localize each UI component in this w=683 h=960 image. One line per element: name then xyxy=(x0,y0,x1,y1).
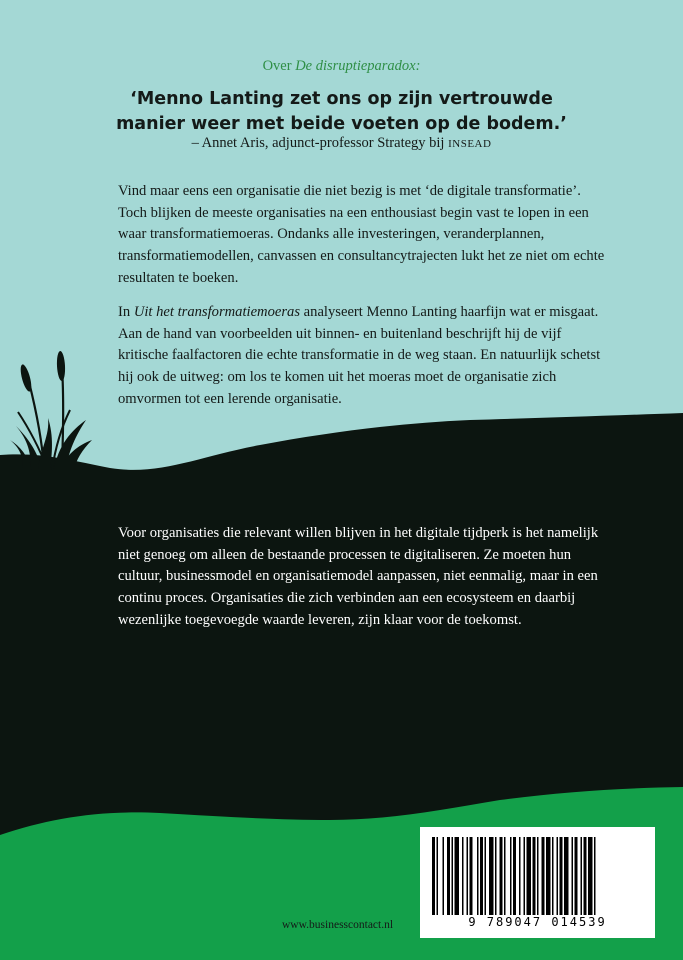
barcode-bar xyxy=(437,837,439,915)
barcode-bar xyxy=(533,837,536,915)
barcode-bar xyxy=(432,837,435,915)
barcode-bar xyxy=(564,837,569,915)
barcode-bar xyxy=(572,837,574,915)
attribution-org: INSEAD xyxy=(448,138,492,150)
barcode-bar xyxy=(513,837,516,915)
barcode-bar xyxy=(485,837,487,915)
barcode-bar xyxy=(477,837,479,915)
barcode-bar xyxy=(495,837,497,915)
paragraph-2-rest: analyseert Menno Lanting haarfijn wat er misgaat. Aan de hand van voorbeelden uit binnen- en buitenland beschrijft hij de vijf kritische faalfactoren die echte transformatie in de weg staan. En natuurlijk schetst hij ook de uitweg: om los te komen uit het moeras moet de organisatie zich omvormen tot een lerende organisatie. xyxy=(118,304,601,407)
barcode-bar xyxy=(467,837,469,915)
barcode-bar xyxy=(500,837,503,915)
barcode-bar xyxy=(542,837,545,915)
barcode-bar xyxy=(510,837,512,915)
barcode-bar xyxy=(504,837,506,915)
barcode-bar xyxy=(588,837,593,915)
barcode-bar xyxy=(584,837,587,915)
quote-attribution xyxy=(0,135,683,152)
barcode-bar xyxy=(519,837,521,915)
blurb-paragraph-3 xyxy=(118,523,608,632)
barcode-bar xyxy=(443,837,445,915)
barcode-bar xyxy=(462,837,464,915)
barcode-bar xyxy=(480,837,483,915)
paragraph-2-prefix: In xyxy=(118,304,134,320)
barcode-bar xyxy=(489,837,494,915)
blurb-paragraph-1 xyxy=(118,181,608,290)
paragraph-2-book-title: Uit het transformatiemoeras xyxy=(133,304,301,320)
quote-intro-book-title: De disruptieparadox: xyxy=(295,58,421,74)
barcode-bar xyxy=(537,837,539,915)
isbn-barcode xyxy=(420,827,655,938)
isbn-number: 9 789047 014539 xyxy=(468,915,607,929)
pull-quote-line-1: ‘Menno Lanting zet ons op zijn vertrouwde xyxy=(130,89,553,109)
barcode-bar xyxy=(560,837,563,915)
quote-intro-prefix: Over xyxy=(262,58,296,74)
barcode-bar xyxy=(447,837,450,915)
barcode-bar xyxy=(552,837,554,915)
blurb-paragraph-3-text: Voor organisaties die relevant willen blijven in het digitale tijdperk is het namelijk niet genoeg om alleen de bestaande processen te digitaliseren. Ze moeten hun cultuur, businessmodel en organisatiemodel aanpassen, niet eenmalig, maar in een continu proces. Organisaties die zich verbinden aan een ecosysteem en daarbij wezenlijke toegevoegde waarde leveren, zijn klaar voor de toekomst. xyxy=(118,525,599,628)
barcode-bar xyxy=(594,837,596,915)
barcode-bar xyxy=(557,837,559,915)
barcode-bar xyxy=(455,837,460,915)
barcode-bar xyxy=(575,837,578,915)
barcode-bar xyxy=(452,837,454,915)
pull-quote-line-2: manier weer met beide voeten op de bodem.’ xyxy=(116,114,567,134)
barcode-bars xyxy=(432,837,643,915)
pull-quote xyxy=(0,87,683,137)
barcode-bar xyxy=(524,837,526,915)
attribution-name: – Annet Aris, adjunct-professor Strategy bij xyxy=(191,135,449,151)
barcode-bar xyxy=(546,837,551,915)
blurb-paragraph-2 xyxy=(118,302,608,411)
barcode-bar xyxy=(581,837,583,915)
quote-intro xyxy=(0,58,683,75)
publisher-website: www.businesscontact.nl xyxy=(282,919,394,931)
barcode-bar xyxy=(527,837,532,915)
blurb-paragraph-1-text: Vind maar eens een organisatie die niet bezig is met ‘de digitale transformatie’. Toch blijken de meeste organisaties na een enthousiast begin vast te lopen in een waar transformatiemoeras. Ondanks alle investeringen, veranderplannen, transformatiemodellen, canvassen en consultancytrajecten lukt het ze niet om echte resultaten te boeken. xyxy=(118,183,605,286)
barcode-bar xyxy=(470,837,473,915)
